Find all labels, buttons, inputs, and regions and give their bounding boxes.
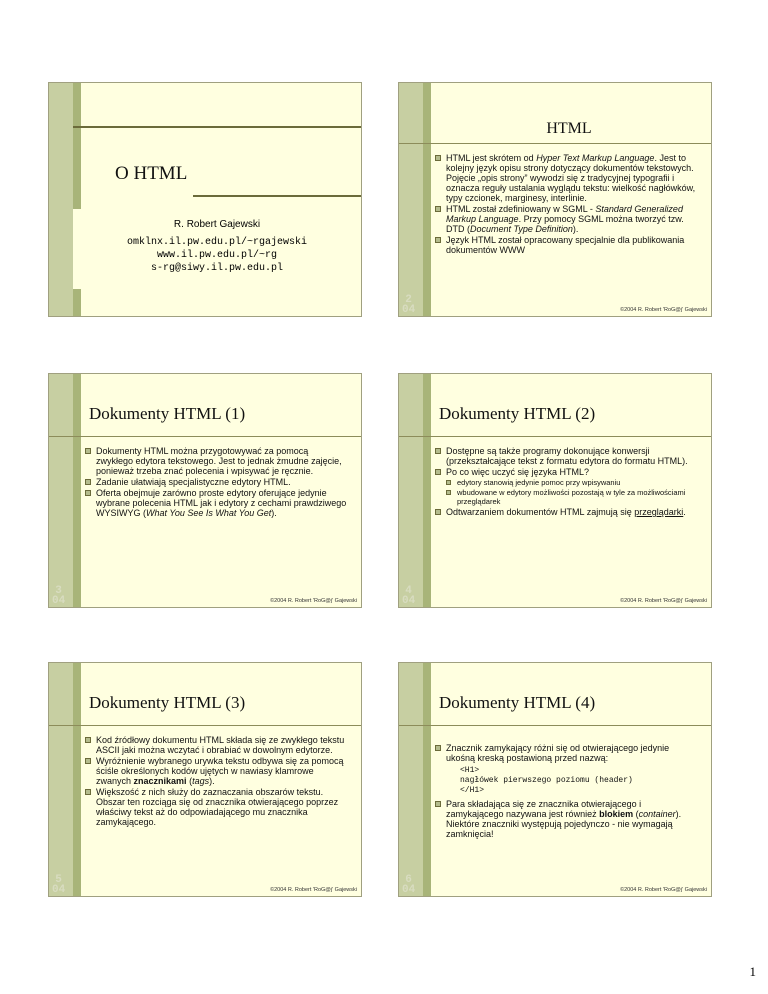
bullet-text: znacznikami bbox=[133, 776, 187, 786]
author-link-2[interactable]: www.il.pw.edu.pl/~rg bbox=[156, 250, 278, 261]
bullet-text: . Przy pomocy SGML można tworzyć tzw. DTD ( bbox=[446, 214, 684, 234]
bullet-square-icon bbox=[435, 237, 441, 243]
bullet-text: tags bbox=[192, 776, 210, 786]
bullet-text: edytory stanowią jedynie pomoc przy wpisywaniu bbox=[457, 478, 621, 487]
slide-accent-strip-dark bbox=[423, 663, 431, 896]
slide-1 bbox=[48, 82, 362, 317]
bullet-text: Kod źródłowy dokumentu HTML składa się ze zwykłego tekstu ASCII jaki można wczytać i obrabiać w dowolnym edytorze. bbox=[96, 735, 345, 755]
bullet-text: blokiem bbox=[599, 809, 634, 819]
bullet-square-icon bbox=[446, 490, 451, 495]
bullet-text: Znacznik zamykający różni się od otwierającego jedynie ukośną kreską postawioną przed nazwą: bbox=[446, 743, 670, 763]
slide-number: 5 04 bbox=[52, 874, 66, 896]
bullet-square-icon bbox=[85, 490, 91, 496]
bullet-item bbox=[85, 735, 347, 755]
author-name: R. Robert Gajewski bbox=[173, 219, 261, 230]
slide-accent-strip-dark bbox=[423, 83, 431, 316]
bullet-text: . bbox=[683, 507, 686, 517]
bullet-list bbox=[435, 153, 701, 256]
slide-accent-strip bbox=[399, 374, 423, 607]
bullet-text: Dokumenty HTML można przygotowywać za pomocą zwykłego edytora tekstowego. Jest to jednak żmudne zajęcie, ponieważ trzeba znać polecenia i wpisywać je ręcznie. bbox=[96, 446, 342, 476]
bullet-item bbox=[435, 235, 701, 255]
slide-3 bbox=[48, 373, 362, 608]
slide-rule bbox=[399, 436, 711, 437]
bullet-text: What You See Is What You Get bbox=[146, 508, 272, 518]
bullet-text: Po co więc uczyć się języka HTML? bbox=[446, 467, 590, 477]
page-number: 1 bbox=[749, 964, 756, 979]
slide-accent-strip-dark bbox=[73, 663, 81, 896]
bullet-square-icon bbox=[85, 737, 91, 743]
bullet-item bbox=[435, 467, 697, 477]
bullet-text: HTML jest skrótem od bbox=[446, 153, 537, 163]
bullet-item bbox=[85, 756, 347, 786]
slide-rule bbox=[399, 725, 711, 726]
bullet-square-icon bbox=[435, 745, 441, 751]
slide-rule bbox=[49, 725, 361, 726]
bullet-text: Hyper Text Markup Language bbox=[536, 153, 655, 163]
bullet-text: ). bbox=[572, 224, 579, 234]
bullet-item bbox=[435, 743, 697, 796]
bullet-square-icon bbox=[85, 448, 91, 454]
slide-number: 2 04 bbox=[402, 294, 416, 316]
slide-rule bbox=[49, 436, 361, 437]
bullet-text: container bbox=[638, 809, 676, 819]
bullet-square-icon bbox=[85, 758, 91, 764]
bullet-square-icon bbox=[85, 789, 91, 795]
bullet-square-icon bbox=[435, 469, 441, 475]
slide-footer: ©2004 R. Robert 'RoG@j' Gajewski bbox=[620, 598, 707, 604]
bullet-square-icon bbox=[85, 479, 91, 485]
slide-number: 4 04 bbox=[402, 585, 416, 607]
bullet-item bbox=[85, 446, 347, 476]
code-line: </H1> bbox=[460, 786, 485, 795]
bullet-item bbox=[85, 787, 347, 827]
bullet-square-icon bbox=[435, 155, 441, 161]
bullet-text: HTML został zdefiniowany w SGML - bbox=[446, 204, 596, 214]
bullet-square-icon bbox=[446, 480, 451, 485]
code-sample bbox=[460, 766, 697, 796]
bullet-text: ( bbox=[186, 776, 193, 786]
bullet-text: . Jest to kolejny język opisu strony dotyczący dokumentów tekstowych. Pojęcie „opis strony” wywodzi się z tradycyjnej typografii i oznacza reguły ustalania wyglądu tekstu: wielkość nagłówków, typy czcionek, marginesy, interlinie. bbox=[446, 153, 696, 203]
bullet-square-icon bbox=[435, 509, 441, 515]
bullet-text: Wyróżnienie wybranego urywka tekstu odbywa się za pomocą ściśle określonych kodów ujętych w nawiasy klamrowe zwanych bbox=[96, 756, 344, 786]
slide-4 bbox=[398, 373, 712, 608]
bullet-item bbox=[85, 477, 347, 487]
slide-rule bbox=[399, 143, 711, 144]
author-block bbox=[73, 209, 361, 289]
slide-rule bbox=[73, 126, 361, 128]
bullet-list bbox=[435, 446, 697, 518]
bullet-item bbox=[435, 153, 701, 203]
slide-title: Dokumenty HTML (3) bbox=[89, 693, 246, 712]
bullet-text: Oferta obejmuje zarówno proste edytory oferujące jedynie wybrane polecenia HTML jak i edytory z cechami prawdziwego WYSIWYG ( bbox=[96, 488, 347, 518]
sub-bullet-item bbox=[435, 488, 697, 506]
bullet-text: Odtwarzaniem dokumentów HTML zajmują się bbox=[446, 507, 635, 517]
slide-footer: ©2004 R. Robert 'RoG@j' Gajewski bbox=[270, 887, 357, 893]
bullet-text: Document Type Definition bbox=[470, 224, 573, 234]
title-block bbox=[193, 195, 361, 197]
bullet-text: Dostępne są także programy dokonujące konwersji (przekształcające tekst z formatu edytora do formatu HTML). bbox=[446, 446, 688, 466]
bullet-item bbox=[435, 446, 697, 466]
code-line: <H1> bbox=[460, 766, 480, 775]
bullet-item bbox=[435, 507, 697, 517]
bullet-item bbox=[435, 799, 697, 839]
slide-accent-strip bbox=[49, 374, 73, 607]
slide-footer: ©2004 R. Robert 'RoG@j' Gajewski bbox=[620, 887, 707, 893]
slide-footer: ©2004 R. Robert 'RoG@j' Gajewski bbox=[620, 307, 707, 313]
bullet-text: wbudowane w edytory możliwości pozostają w tyle za możliwościami przeglądarek bbox=[457, 488, 686, 506]
slide-accent-strip bbox=[399, 663, 423, 896]
slide-title: HTML bbox=[546, 120, 592, 137]
slide-footer: ©2004 R. Robert 'RoG@j' Gajewski bbox=[270, 598, 357, 604]
bullet-square-icon bbox=[435, 206, 441, 212]
slide-number: 6 04 bbox=[402, 874, 416, 896]
slide-number: 3 04 bbox=[52, 585, 66, 607]
slide-title: Dokumenty HTML (4) bbox=[439, 693, 596, 712]
sub-bullet-item bbox=[435, 478, 697, 487]
code-line: nagłówek pierwszego poziomu (header) bbox=[460, 776, 633, 785]
slide-accent-strip bbox=[399, 83, 423, 316]
slide-accent-strip bbox=[49, 663, 73, 896]
bullet-text: Język HTML został opracowany specjalnie dla publikowania dokumentów WWW bbox=[446, 235, 685, 255]
bullet-text: ). Niektóre znaczniki występują pojedynczo - nie wymagają zamknięcia! bbox=[446, 809, 682, 839]
slide-accent-strip-dark bbox=[73, 374, 81, 607]
slide-title: Dokumenty HTML (2) bbox=[439, 404, 596, 423]
bullet-text: ). bbox=[209, 776, 215, 786]
slide-6 bbox=[398, 662, 712, 897]
bullet-text: Zadanie ułatwiają specjalistyczne edytory HTML. bbox=[96, 477, 291, 487]
slide-title: O HTML bbox=[115, 163, 188, 184]
slide-2 bbox=[398, 82, 712, 317]
slide-5 bbox=[48, 662, 362, 897]
bullet-text: Większość z nich służy do zaznaczania obszarów tekstu. Obszar ten rozciąga się od znacznika otwierającego poprzez właściwy tekst aż do odpowiadającego mu znacznika zamykającego. bbox=[96, 787, 339, 827]
bullet-item bbox=[435, 204, 701, 234]
bullet-list bbox=[85, 735, 347, 828]
slide-accent-strip bbox=[49, 83, 73, 316]
slide-accent-strip-dark bbox=[423, 374, 431, 607]
bullet-item bbox=[85, 488, 347, 518]
bullet-text: przeglądarki bbox=[634, 507, 684, 517]
bullet-text: Para składająca się ze znacznika otwierającego i zamykającego nazywana jest również bbox=[446, 799, 642, 819]
slide-title: Dokumenty HTML (1) bbox=[89, 404, 246, 423]
author-link-3[interactable]: s-rg@siwy.il.pw.edu.pl bbox=[150, 263, 284, 274]
bullet-square-icon bbox=[435, 448, 441, 454]
bullet-text: Standard Generalized Markup Language bbox=[446, 204, 683, 224]
bullet-square-icon bbox=[435, 801, 441, 807]
bullet-list bbox=[435, 743, 697, 840]
author-link-1[interactable]: omklnx.il.pw.edu.pl/~rgajewski bbox=[126, 237, 308, 248]
bullet-text: ( bbox=[633, 809, 639, 819]
bullet-text: ). bbox=[271, 508, 277, 518]
bullet-list bbox=[85, 446, 347, 519]
